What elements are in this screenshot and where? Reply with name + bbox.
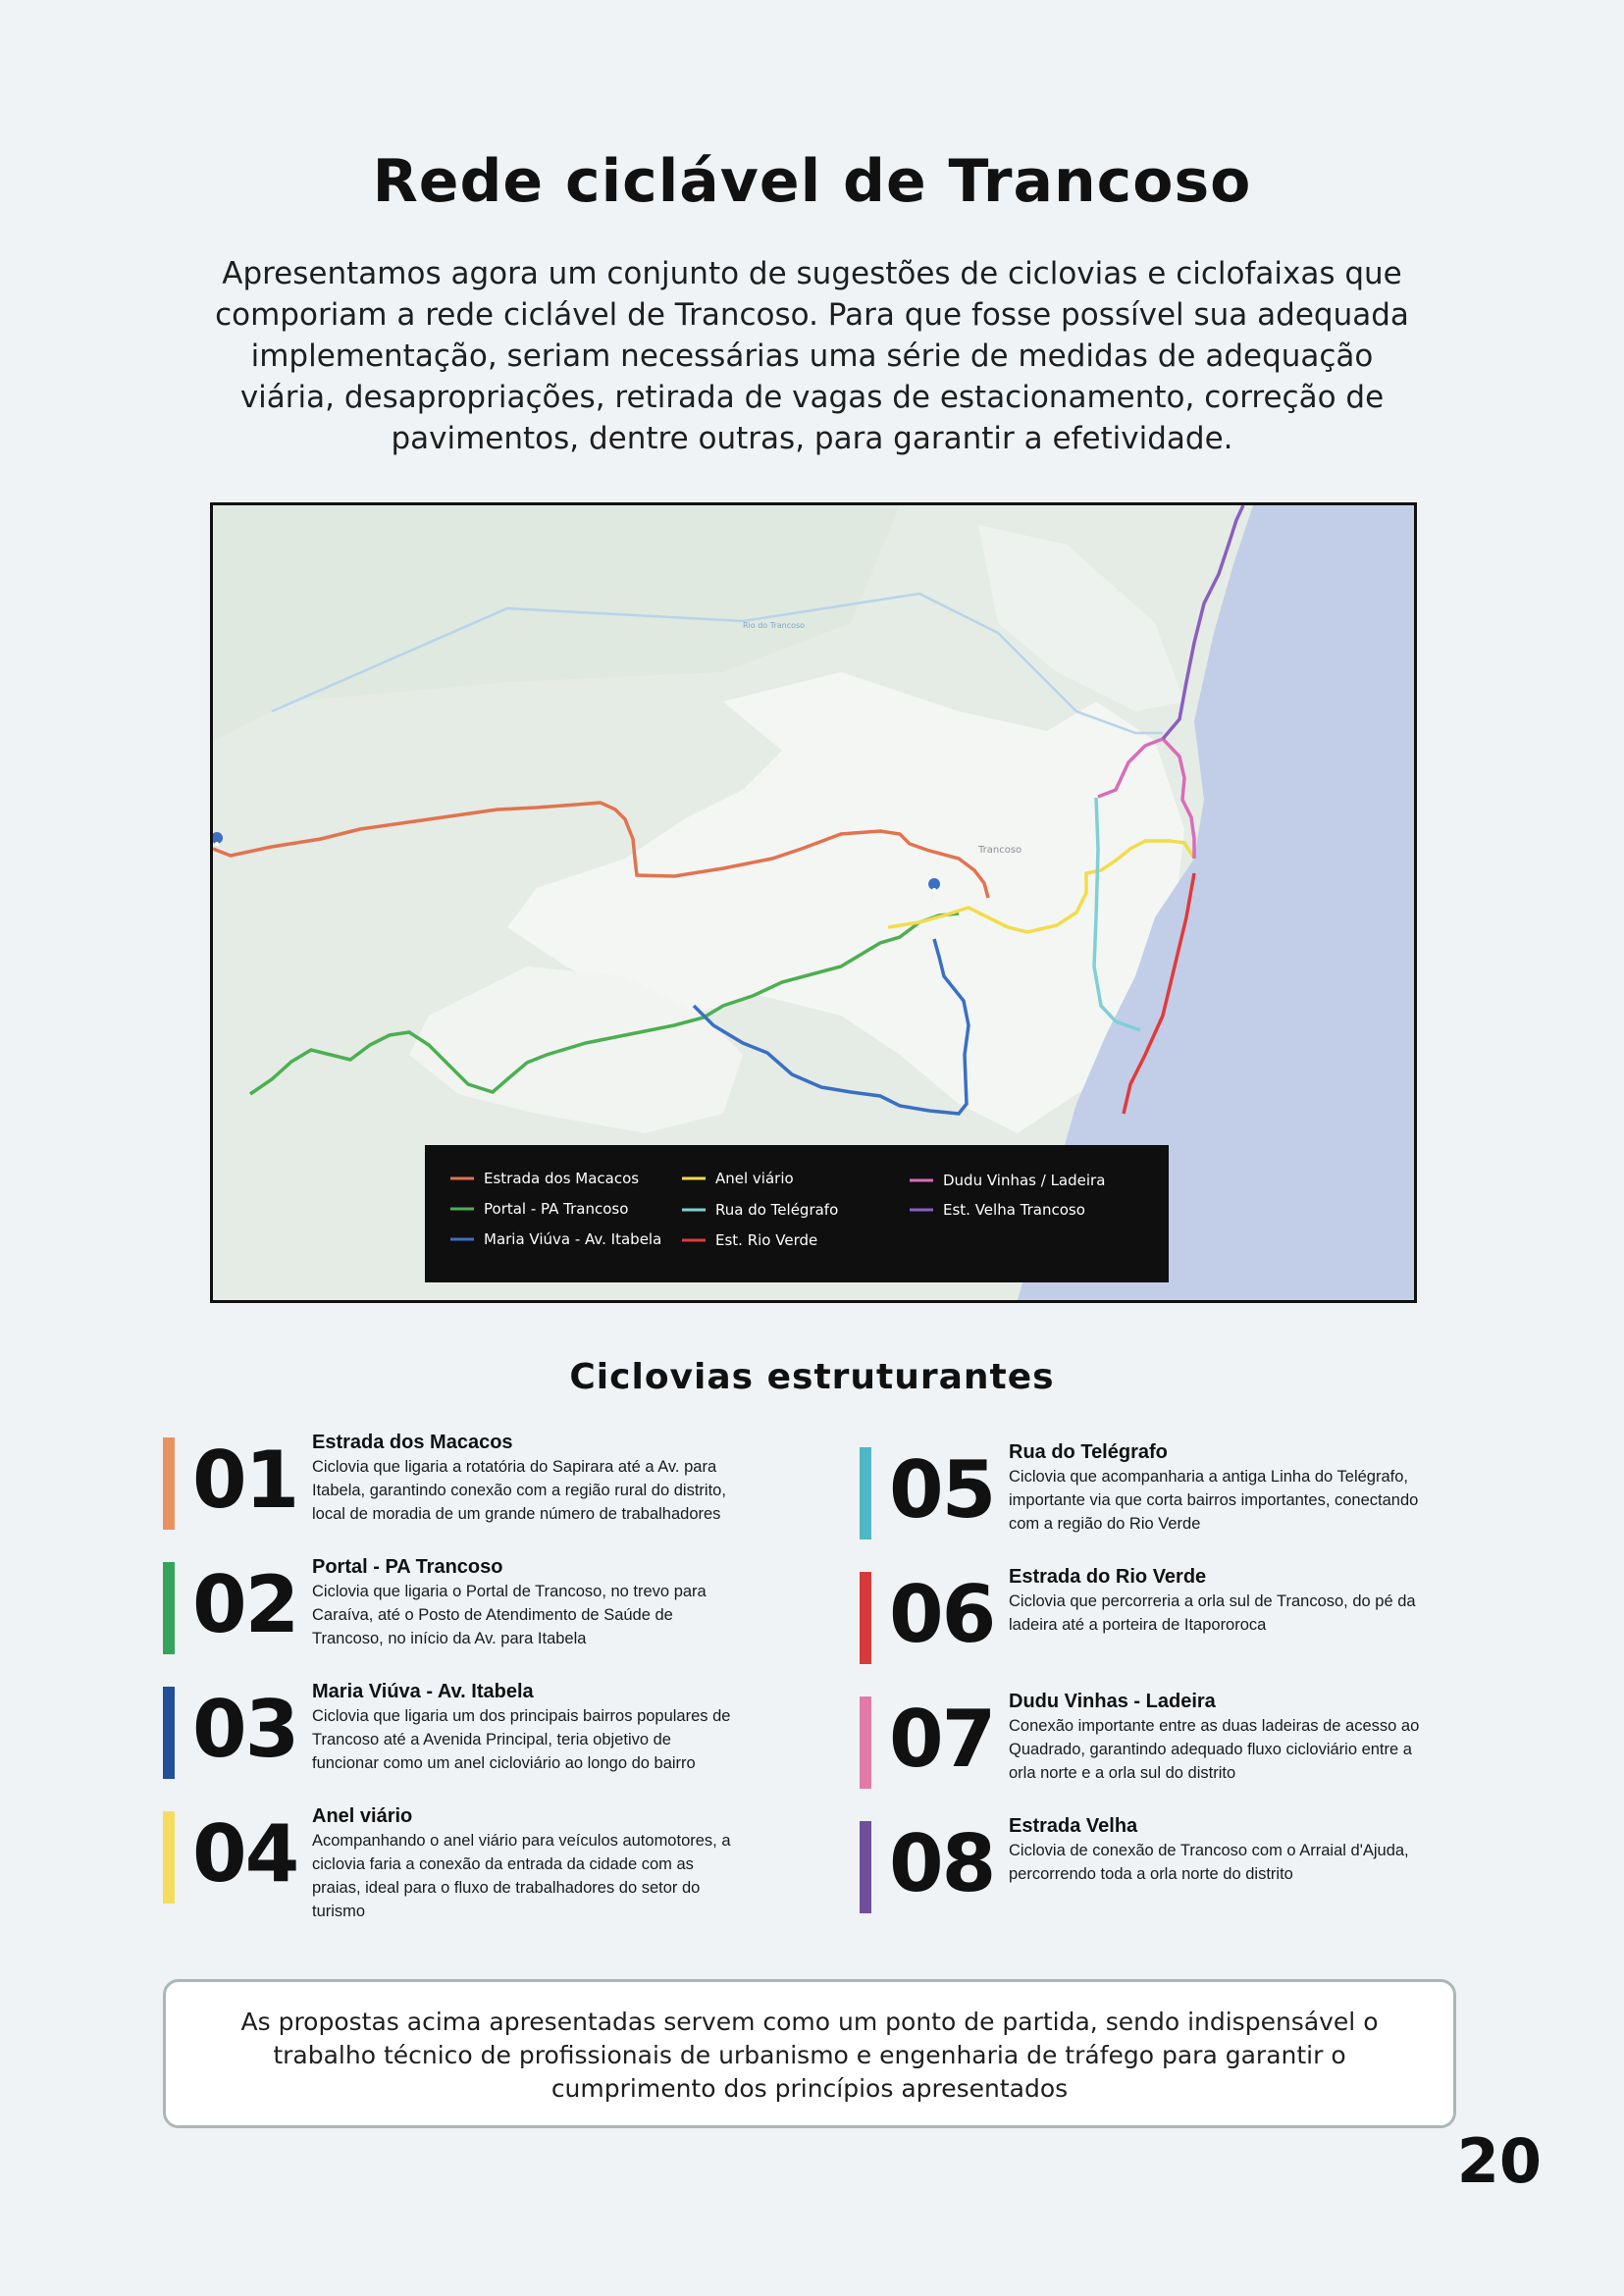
route-name: Estrada Velha — [1009, 1815, 1138, 1837]
map-canvas — [213, 505, 1414, 1300]
intro-paragraph: Apresentamos agora um conjunto de sugestões de ciclovias e ciclofaixas que comporiam a rede ciclável de Trancoso. Para que fosse possível sua adequada implementação, seriam necessárias uma série de medidas de adequação viária, desapropriações, retirada de vagas de estacionamento, correção de pavimentos, dentre outras, para garantir a efetividade. — [215, 256, 1409, 456]
route-name: Maria Viúva - Av. Itabela — [312, 1681, 534, 1702]
route-color-bar — [163, 1437, 175, 1530]
route-number: 01 — [192, 1435, 298, 1526]
route-color-bar — [163, 1687, 175, 1779]
legend-item: Est. Rio Verde — [715, 1231, 818, 1249]
route-number: 03 — [192, 1684, 298, 1775]
legend-item: Rua do Telégrafo — [715, 1201, 839, 1219]
route-description: Ciclovia de conexão de Trancoso com o Arraial d'Ajuda, percorrendo toda a orla norte do distrito — [1009, 1842, 1409, 1883]
legend-item: Estrada dos Macacos — [484, 1170, 640, 1187]
route-color-bar — [163, 1811, 175, 1904]
river-label: Rio do Trancoso — [743, 621, 806, 630]
city-label: Trancoso — [978, 845, 1022, 856]
route-color-bar — [860, 1821, 871, 1913]
route-number: 07 — [889, 1694, 995, 1785]
route-item-02 — [163, 1556, 850, 1670]
bike-network-map — [210, 502, 1417, 1303]
route-number: 05 — [889, 1444, 995, 1536]
page-number: 20 — [1456, 2125, 1542, 2197]
route-color-bar — [860, 1447, 871, 1539]
page-title: Rede ciclável de Trancoso — [372, 147, 1252, 216]
route-color-bar — [860, 1696, 871, 1789]
route-color-bar — [860, 1572, 871, 1664]
route-name: Estrada dos Macacos — [312, 1432, 513, 1453]
route-description: Ciclovia que ligaria o Portal de Trancoso, no trevo para Caraíva, até o Posto de Atendimento de Saúde de Trancoso, no início da Av. para Itabela — [312, 1583, 707, 1647]
closing-note-box — [163, 1979, 1456, 2128]
route-name: Estrada do Rio Verde — [1009, 1566, 1207, 1588]
route-number: 04 — [192, 1808, 298, 1900]
section-title: Ciclovias estruturantes — [569, 1357, 1055, 1397]
route-item-05 — [860, 1441, 1546, 1555]
route-name: Rua do Telégrafo — [1009, 1441, 1168, 1463]
route-item-01 — [163, 1432, 850, 1545]
route-description: Ciclovia que ligaria a rotatória do Sapirara até a Av. para Itabela, garantindo conexão com a região rural do distrito, local de moradia de um grande número de trabalhadores — [312, 1458, 726, 1523]
route-item-08 — [860, 1815, 1546, 1929]
legend-item: Anel viário — [715, 1170, 794, 1187]
route-item-03 — [163, 1681, 850, 1795]
route-number: 08 — [889, 1818, 995, 1909]
map-legend — [425, 1145, 1169, 1282]
closing-note-text: As propostas acima apresentadas servem como um ponto de partida, sendo indispensável o trabalho técnico de profissionais de urbanismo e engenharia de tráfego para garantir o cumprimento dos princípios apresentados — [240, 2008, 1379, 2103]
route-description: Ciclovia que percorreria a orla sul de Trancoso, do pé da ladeira até a porteira de Itapororoca — [1009, 1592, 1416, 1634]
legend-item: Maria Viúva - Av. Itabela — [484, 1230, 662, 1248]
route-item-07 — [860, 1691, 1546, 1804]
route-name: Anel viário — [312, 1805, 413, 1827]
route-item-06 — [860, 1566, 1546, 1680]
route-description: Conexão importante entre as duas ladeiras de acesso ao Quadrado, garantindo adequado fluxo cicloviário entre a orla norte e a orla sul do distrito — [1009, 1717, 1420, 1782]
route-name: Dudu Vinhas - Ladeira — [1009, 1691, 1216, 1712]
legend-item: Portal - PA Trancoso — [484, 1200, 629, 1218]
route-description: Ciclovia que ligaria um dos principais bairros populares de Trancoso até a Avenida Principal, teria objetivo de funcionar como um anel cicloviário ao longo do bairro — [312, 1707, 731, 1772]
route-number: 02 — [192, 1559, 298, 1650]
route-description: Acompanhando o anel viário para veículos automotores, a ciclovia faria a conexão da entrada da cidade com as praias, ideal para o fluxo de trabalhadores do setor do turismo — [312, 1832, 731, 1920]
legend-item: Est. Velha Trancoso — [943, 1201, 1085, 1219]
route-number: 06 — [889, 1569, 995, 1660]
route-item-04 — [163, 1805, 850, 1920]
route-color-bar — [163, 1562, 175, 1654]
route-name: Portal - PA Trancoso — [312, 1556, 503, 1578]
route-description: Ciclovia que acompanharia a antiga Linha do Telégrafo, importante via que corta bairros importantes, conectando com a região do Rio Verde — [1009, 1468, 1419, 1533]
legend-item: Dudu Vinhas / Ladeira — [943, 1172, 1106, 1189]
